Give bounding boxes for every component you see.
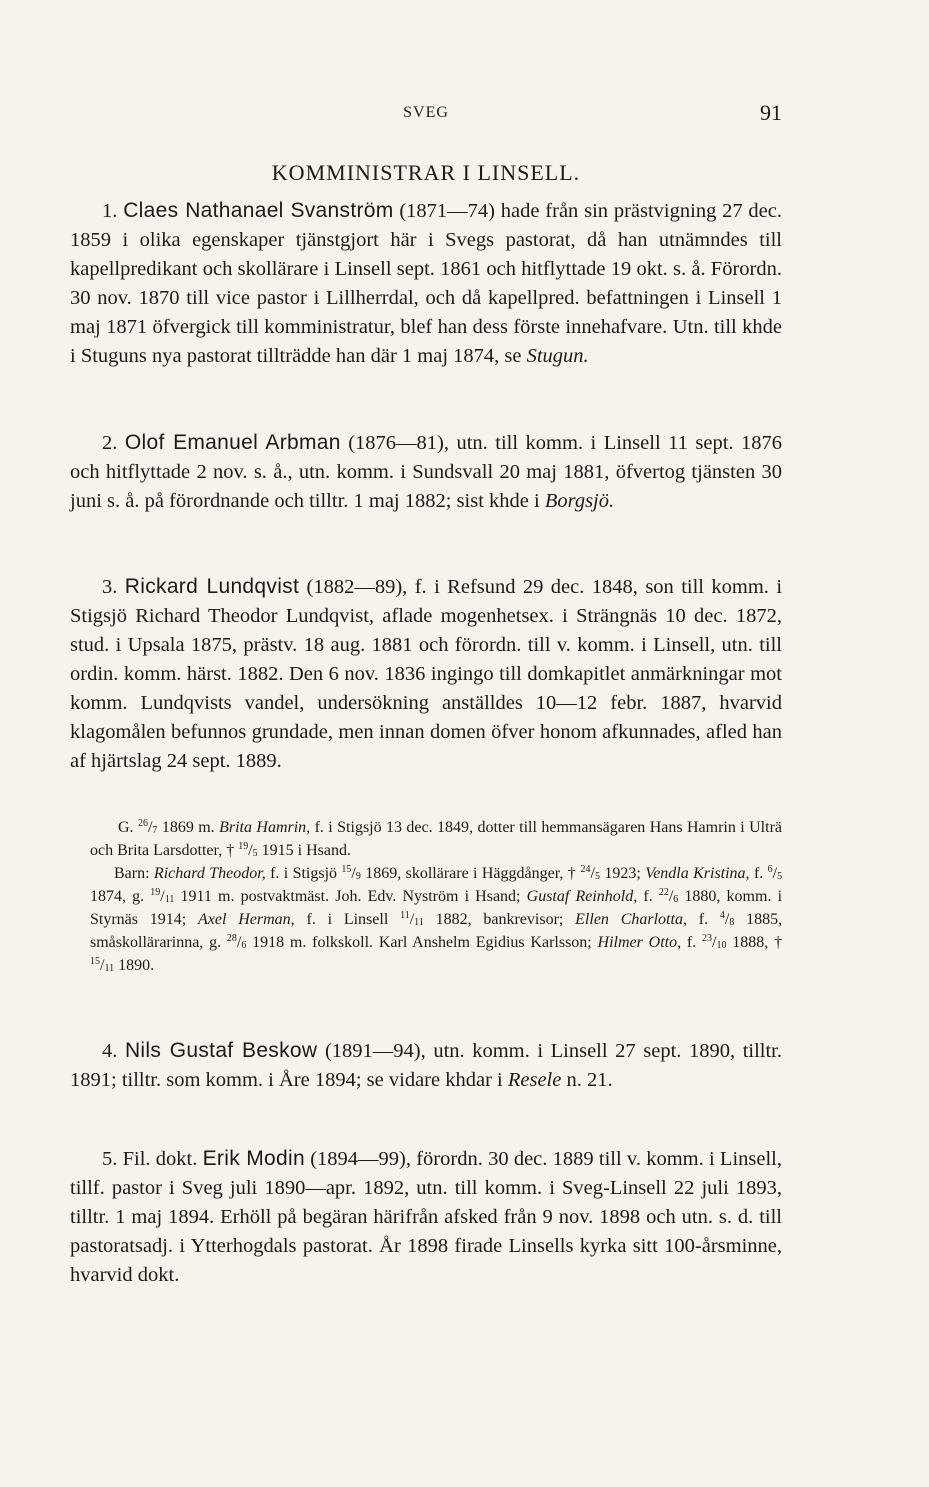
note-text: Barn: [114, 865, 150, 882]
date-numerator: 26 [137, 818, 148, 829]
child-name: Axel Herman, [198, 911, 295, 928]
date-numerator: 23 [702, 933, 713, 944]
child-name: Richard Theodor, [153, 865, 266, 882]
note-text: 1890. [118, 957, 155, 974]
date-numerator: 6 [767, 864, 773, 875]
cross-reference: Resele [507, 1069, 562, 1091]
date-numerator: 11 [400, 910, 410, 921]
page-number: 91 [760, 100, 782, 125]
note-text: f. [643, 888, 653, 905]
entry-number: 3. [102, 576, 118, 598]
academic-title: Fil. dokt. [122, 1148, 198, 1170]
running-title: SVEG [403, 104, 449, 121]
child-name: Vendla Kristina, [645, 865, 750, 882]
date-numerator: 4 [719, 910, 725, 921]
note-text: 1888, † [732, 934, 783, 951]
note-text: G. [118, 819, 134, 836]
note-text: 1923; [604, 865, 641, 882]
note-text: 1869, skollärare i Häggdånger, † [365, 865, 577, 882]
date-numerator: 19 [238, 841, 249, 852]
note-text: f. i Stigsjö [270, 865, 338, 882]
children-paragraph: Barn: Richard Theodor, f. i Stigsjö $^{15}/_9$ 1869, skollärare i Häggdånger, † $^{24}/_5$ 1923; Vendla Kristina, f. $^6/_5$ 1874, g. $^{19}/_{11}$ 1911 m. postvaktmäst. Joh. Edv. Nyström i Hsand; Gustaf Reinhold, f. $^{22}/_6$ 1880, komm. i Styrnäs 1914; Axel Herman, f. i Linsell $^{11}/_{11}$ 1882, bankrevisor; Ellen Charlotta, f. $^4/_8$ 1885, småskollärarinna, g. $^{28}/_6$ 1918 m. folkskoll. Karl Anshelm Egidius Karlsson; Hilmer Otto, f. $^{23}/_{10}$ 1888, † $^{15}/_{11}$ 1890. [90, 864, 783, 974]
child-name: Gustaf Reinhold, [526, 888, 638, 905]
note-text: 1869 m. [161, 819, 215, 836]
child-name: Hilmer Otto, [597, 934, 682, 951]
marriage-paragraph: G. $^{26}/_7$ 1869 m. Brita Hamrin, f. i Stigsjö 13 dec. 1849, dotter till hemmansägaren Hans Hamrin i Ulträ och Brita Larsdotter, † $^{19}/_5$ 1915 i Hsand. [90, 818, 783, 859]
date-numerator: 28 [226, 933, 237, 944]
note-text: 1918 m. folkskoll. Karl Anshelm Egidius Karlsson; [252, 934, 592, 951]
date-denominator: 5 [777, 871, 783, 882]
entry-number: 1. [102, 200, 118, 222]
date-denominator: 7 [152, 825, 158, 836]
entry-number: 4. [102, 1040, 118, 1062]
date-denominator: 5 [252, 848, 258, 859]
date-numerator: 22 [658, 887, 669, 898]
entry-2 [70, 428, 782, 516]
date-denominator: 11 [104, 963, 115, 974]
date-numerator: 15 [90, 956, 100, 967]
date-denominator: 5 [594, 871, 600, 882]
note-text: 1885, småskollärarinna, g. [90, 911, 783, 951]
date-numerator: 24 [580, 864, 591, 875]
person-name: Rickard Lundqvist [124, 575, 300, 598]
note-text: 1915 i Hsand. [261, 842, 351, 859]
date-denominator: 11 [164, 894, 175, 905]
note-text: f. i Linsell [306, 911, 389, 928]
cross-reference: Stugun. [526, 345, 589, 367]
entry-1 [70, 196, 782, 371]
entry-text: (1891—94), utn. komm. i Linsell 27 sept. 1890, tilltr. 1891; tilltr. som komm. i Åre 1894; se vidare khdar i [70, 1040, 782, 1091]
note-text: f. [698, 911, 709, 928]
note-text: 1882, bankrevisor; [435, 911, 564, 928]
note-text: f. [686, 934, 697, 951]
person-name: Nils Gustaf Beskow [124, 1039, 318, 1062]
note-text: 1880, komm. i Styrnäs 1914; [90, 888, 783, 928]
spouse-name: Brita Hamrin, [219, 819, 311, 836]
person-name: Olof Emanuel Arbman [124, 431, 341, 454]
entry-text: (1894—99), förordn. 30 dec. 1889 till v. komm. i Linsell, tillf. pastor i Sveg juli 1890—apr. 1892, utn. till komm. i Sveg-Linsell 22 juli 1893, tilltr. 1 maj 1894. Erhöll på begäran härifrån afsked från 9 nov. 1898 och utn. s. d. till pastoratsadj. i Ytterhogdals pastorat. År 1898 firade Linsells kyrka sitt 100-årsminne, hvarvid dokt. [70, 1148, 782, 1286]
date-denominator: 9 [355, 871, 361, 882]
entry-text: (1871—74) hade från sin prästvigning 27 dec. 1859 i olika egenskaper tjänstgjort här i Svegs pastorat, då han utnämndes till kapellpredikant och skollärare i Linsell sept. 1861 och hitflyttade 19 okt. s. å. Förordn. 30 nov. 1870 till vice pastor i Lillherrdal, och då kapellpred. befattningen i Linsell 1 maj 1871 öfvergick till komministratur, blef han dess förste innehafvare. Utn. till khde i Stuguns nya pastorat tillträdde han där 1 maj 1874, se [70, 200, 783, 367]
date-denominator: 6 [673, 894, 679, 905]
cross-reference: Borgsjö. [544, 490, 615, 512]
family-note [90, 816, 782, 977]
entry-5 [70, 1144, 782, 1290]
entry-number: 2. [102, 432, 118, 454]
date-denominator: 11 [414, 917, 424, 928]
date-numerator: 15 [341, 864, 352, 875]
child-name: Ellen Charlotta, [575, 911, 687, 928]
person-name: Erik Modin [202, 1147, 305, 1170]
note-text: f. [753, 865, 764, 882]
entry-text-tail: n. 21. [566, 1069, 613, 1091]
person-name: Claes Nathanael Svanström [123, 199, 394, 222]
date-denominator: 6 [241, 940, 247, 951]
entry-text: (1876—81), utn. till komm. i Linsell 11 sept. 1876 och hitflyttade 2 nov. s. å., utn. komm. i Sundsvall 20 maj 1881, öfvertog tjänsten 30 juni s. å. på förordnande och tilltr. 1 maj 1882; sist khde i [70, 432, 782, 512]
note-text: f. i Stigsjö 13 dec. 1849, dotter till hemmansägaren Hans Hamrin i Ulträ och Brita Larsdotter, † [90, 819, 783, 859]
entry-number: 5. [102, 1148, 118, 1170]
section-title: KOMMINISTRAR I LINSELL. [271, 160, 581, 185]
note-text: 1874, g. [90, 888, 145, 905]
entry-text: (1882—89), f. i Refsund 29 dec. 1848, son till komm. i Stigsjö Richard Theodor Lundqvist, aflade mogenhetsex. i Strängnäs 10 dec. 1872, stud. i Upsala 1875, prästv. 18 aug. 1881 och förordn. till v. komm. i Linsell, utn. till ordin. komm. härst. 1882. Den 6 nov. 1836 ingingo till domkapitlet anmärkningar mot komm. Lundqvists vandel, undersökning anställdes 10—12 febr. 1887, hvarvid klagomålen befunnos grundade, men innan domen öfver honom afkunnades, afled han af hjärtslag 24 sept. 1889. [70, 576, 783, 772]
entry-3 [70, 572, 782, 776]
entry-4 [70, 1036, 782, 1095]
date-denominator: 8 [729, 917, 735, 928]
date-numerator: 19 [150, 887, 161, 898]
page-header [70, 100, 782, 130]
note-text: 1911 m. postvaktmäst. Joh. Edv. Nyström i Hsand; [180, 888, 521, 905]
date-denominator: 10 [716, 940, 727, 951]
